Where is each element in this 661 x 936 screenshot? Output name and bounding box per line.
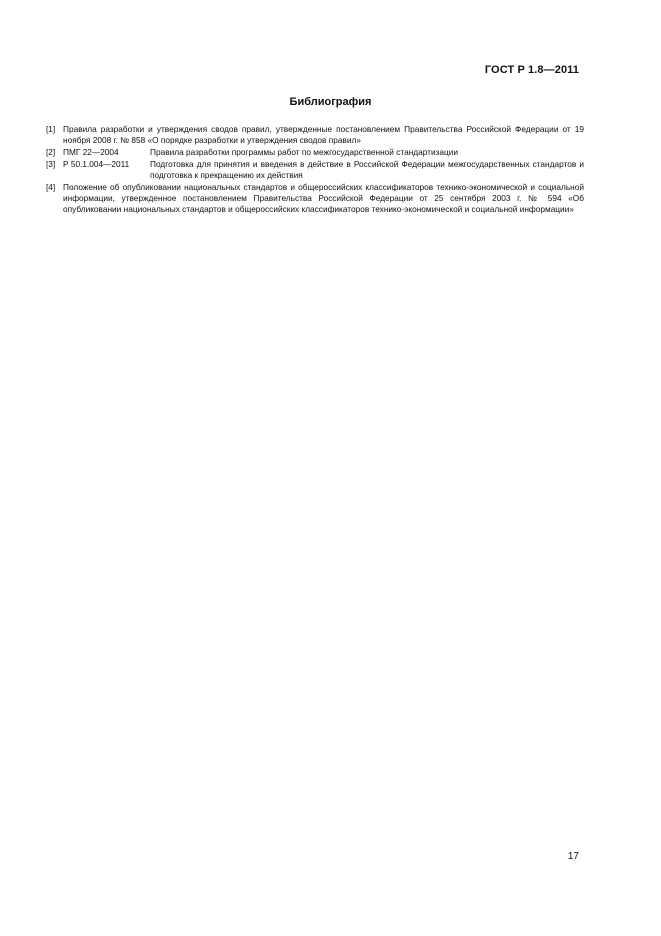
bibliography-entry-3 <box>46 159 584 181</box>
reference-text: Правила разработки программы работ по межгосударственной стандартизации <box>150 147 459 157</box>
reference-code: Р 50.1.004—2011 <box>63 159 130 169</box>
reference-number: [2] <box>46 147 56 157</box>
reference-text: Подготовка для принятия и введения в действие в Российской Федерации межгосударственных стандартов и подготовка к прекращению их действия <box>150 159 584 180</box>
section-title: Библиография <box>289 96 372 108</box>
bibliography-entry-2 <box>46 147 584 158</box>
bibliography-list <box>46 124 584 216</box>
reference-code: ПМГ 22—2004 <box>63 147 119 157</box>
reference-text: Правила разработки и утверждения сводов правил, утвержденные постановлением Правительства Российской Федерации от 19 ноября 2008 г. № 858 «О порядке разработки и утверждения сводов правил» <box>63 124 584 145</box>
reference-text: Положение об опубликовании национальных стандартов и общероссийских классификаторов технико-экономической и социальной информации, утвержденное постановлением Правительства Российской Федерации от 25 сентября 2003 г. № 594 «Об опубликовании национальных стандартов и общероссийских классификаторов технико-экономической и социальной информации» <box>63 182 584 214</box>
reference-number: [4] <box>46 182 56 192</box>
bibliography-entry-4 <box>46 182 584 215</box>
page-number: 17 <box>567 851 579 862</box>
bibliography-entry-1 <box>46 124 584 146</box>
reference-number: [1] <box>46 124 56 134</box>
document-code: ГОСТ Р 1.8—2011 <box>484 64 579 76</box>
reference-number: [3] <box>46 159 56 169</box>
